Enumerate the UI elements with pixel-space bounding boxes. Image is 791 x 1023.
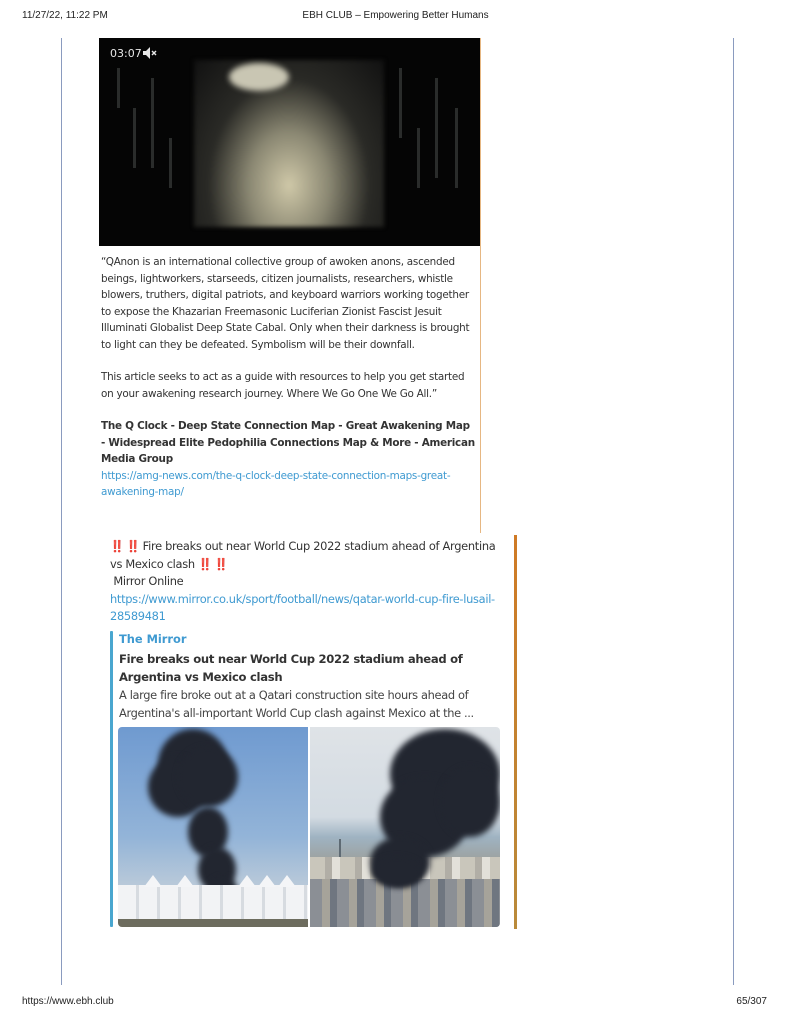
article-paragraph: This article seeks to act as a guide with resources to help you get started on your awakening research journey. Where We Go One We Go All.” <box>101 371 465 400</box>
headline: Fire breaks out near World Cup 2022 stadium ahead of Argentina vs Mexico clash <box>110 539 496 571</box>
card-border <box>480 38 481 533</box>
right-page-rule <box>733 38 734 985</box>
print-url: https://www.ebh.club <box>22 996 114 1007</box>
mirror-link[interactable]: https://www.mirror.co.uk/sport/football/news/qatar-world-cup-fire-lusail-28589481 <box>110 591 495 623</box>
amg-news-link[interactable]: https://amg-news.com/the-q-clock-deep-state-connection-maps-great-awakening-map/ <box>101 469 451 498</box>
preview-accent-bar <box>110 631 113 927</box>
preview-image-stadium-smoke <box>310 727 500 927</box>
video-timestamp: 03:07 <box>110 47 142 60</box>
post-text <box>110 538 510 626</box>
link-preview[interactable] <box>110 631 510 929</box>
link-title: The Q Clock - Deep State Connection Map - Great Awakening Map - Widespread Elite Pedophilia Connections Map & More - American Media Group <box>101 420 475 465</box>
card-border <box>514 535 517 929</box>
qanon-post-card <box>99 38 480 533</box>
quote-paragraph: “QAnon is an international collective group of awoken anons, ascended beings, lightworkers, starseeds, citizen journalists, researchers, whistle blowers, truthers, digital patriots, and keyboard warriors working together to expose the Khazarian Freemasonic Luciferian Zionist Fascist Jesuit Illuminati Globalist Deep State Cabal. Only when their darkness is brought to light can they be defeated. Symbolism will be their downfall. <box>101 256 470 351</box>
print-page-number: 65/307 <box>736 996 767 1007</box>
mirror-post-card <box>110 535 514 930</box>
source-name: Mirror Online <box>113 574 184 588</box>
left-page-rule <box>61 38 62 985</box>
preview-image-tents-smoke <box>118 727 308 927</box>
double-exclamation-icon: ‼️ ‼️ <box>110 539 140 553</box>
double-exclamation-icon: ‼️ ‼️ <box>198 556 228 571</box>
preview-description: A large fire broke out at a Qatari construction site hours ahead of Argentina's all-important World Cup clash against Mexico at the ... <box>119 688 474 720</box>
print-datetime: 11/27/22, 11:22 PM <box>22 10 108 21</box>
post-text <box>101 254 477 501</box>
print-page-title: EBH CLUB – Empowering Better Humans <box>302 10 489 21</box>
video-player[interactable] <box>99 38 480 246</box>
preview-site-name: The Mirror <box>119 632 187 646</box>
speaker-muted-icon[interactable] <box>142 46 158 60</box>
preview-title: Fire breaks out near World Cup 2022 stadium ahead of Argentina vs Mexico clash <box>119 652 463 684</box>
video-frame <box>194 60 384 227</box>
